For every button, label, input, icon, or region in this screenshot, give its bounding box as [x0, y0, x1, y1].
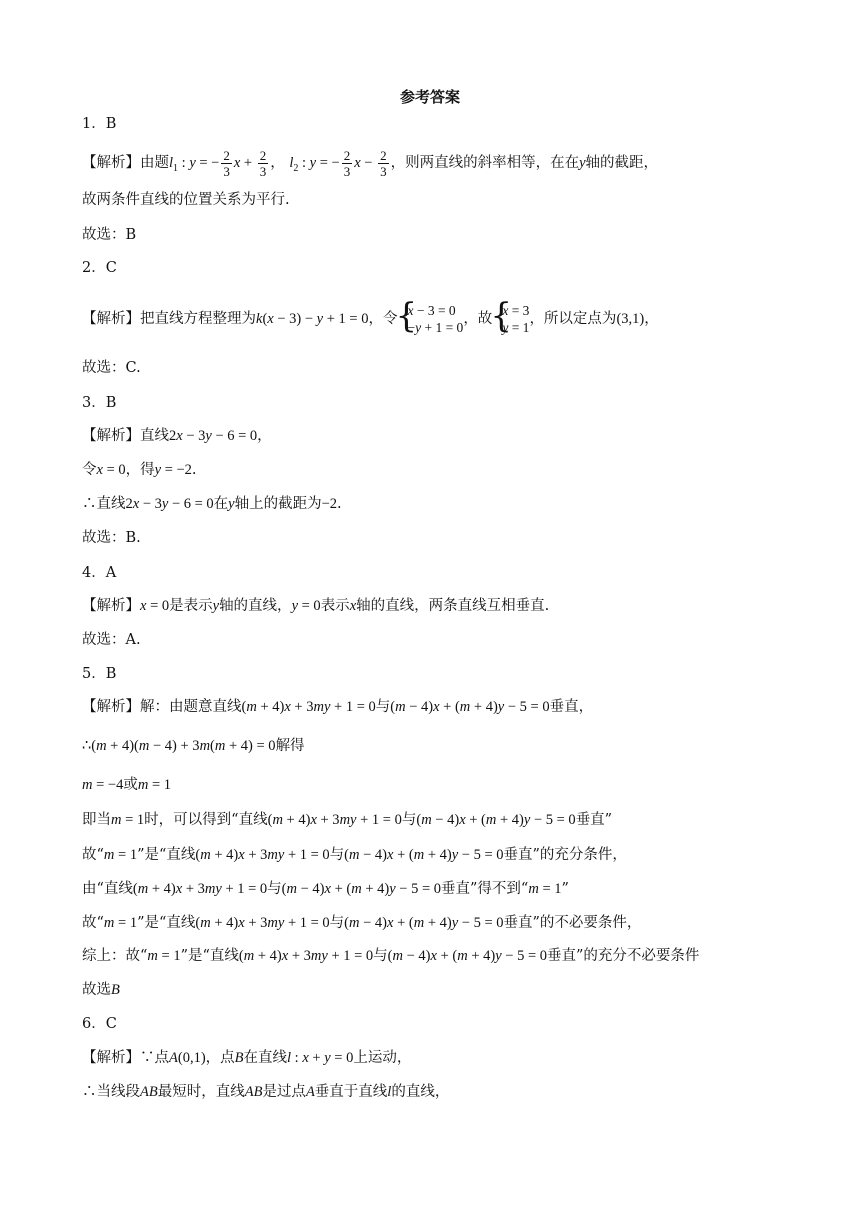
q5-line3: m = −4或m = 1 [82, 777, 172, 793]
q5-answer: 故选B [82, 982, 120, 998]
answer-6: 6．C [82, 1016, 117, 1032]
q2-explanation: 【解析】把直线方程整理为k(x − 3) − y + 1 = 0，令 { x − 3 = 0 −y + 1 = 0 ，故 { x = 3 y = 1 ，所以定点为(3,1)， [82, 302, 659, 336]
q1-answer: 故选：B [82, 227, 137, 243]
q3-line3: ∴直线2x − 3y − 6 = 0在y轴上的截距为−2. [82, 496, 342, 512]
q5-line5: 故“m = 1”是“直线(m + 4)x + 3my + 1 = 0与(m − 4)x + (m + 4)y − 5 = 0垂直”的充分条件， [82, 847, 627, 863]
q3-line2: 令x = 0，得y = −2. [82, 462, 197, 478]
q1-explanation: 【解析】由题$l_1$ : y = − $\frac{2}{3}$ x + $\frac{2}{3}$ ， $l_2$ : y = − $\frac{2}{3}$ x − $\frac{2}{3}$ ，则两直线的斜率相等，在在y轴的截距， [82, 148, 659, 179]
q1-conclusion: 故两条件直线的位置关系为平行. [82, 192, 290, 208]
q5-line1: 【解析】解：由题意直线(m + 4)x + 3my + 1 = 0与(m − 4)x + (m + 4)y − 5 = 0垂直， [82, 699, 594, 715]
page-title: 参考答案 [399, 88, 460, 106]
q5-line2: ∴(m + 4)(m − 4) + 3m(m + 4) = 0解得 [82, 738, 305, 754]
answer-4: 4．A [82, 565, 117, 581]
answer-3: 3．B [82, 395, 117, 411]
q3-answer: 故选：B. [82, 530, 141, 546]
answer-2: 2．C [82, 260, 117, 276]
q5-line8: 综上：故“m = 1”是“直线(m + 4)x + 3my + 1 = 0与(m − 4)x + (m + 4)y − 5 = 0垂直”的充分不必要条件 [82, 948, 700, 964]
q6-line2: ∴当线段AB最短时，直线AB是过点A垂直于直线l的直线， [82, 1084, 450, 1100]
q4-answer: 故选：A. [82, 632, 141, 648]
q6-line1: 【解析】∵点A(0,1)，点B在直线l : x + y = 0上运动， [82, 1050, 412, 1066]
q5-line4: 即当m = 1时，可以得到“直线(m + 4)x + 3my + 1 = 0与(m − 4)x + (m + 4)y − 5 = 0垂直” [82, 812, 613, 828]
q5-line7: 故“m = 1”是“直线(m + 4)x + 3my + 1 = 0与(m − 4)x + (m + 4)y − 5 = 0垂直”的不必要条件， [82, 915, 642, 931]
answer-5: 5．B [82, 666, 117, 682]
q4-explanation: 【解析】x = 0是表示y轴的直线，y = 0表示x轴的直线，两条直线互相垂直. [82, 598, 550, 614]
q2-answer: 故选：C. [82, 360, 141, 376]
answer-1: 1．B [82, 116, 117, 132]
q5-line6: 由“直线(m + 4)x + 3my + 1 = 0与(m − 4)x + (m + 4)y − 5 = 0垂直”得不到“m = 1” [82, 881, 569, 897]
q3-line1: 【解析】直线2x − 3y − 6 = 0， [82, 428, 272, 444]
